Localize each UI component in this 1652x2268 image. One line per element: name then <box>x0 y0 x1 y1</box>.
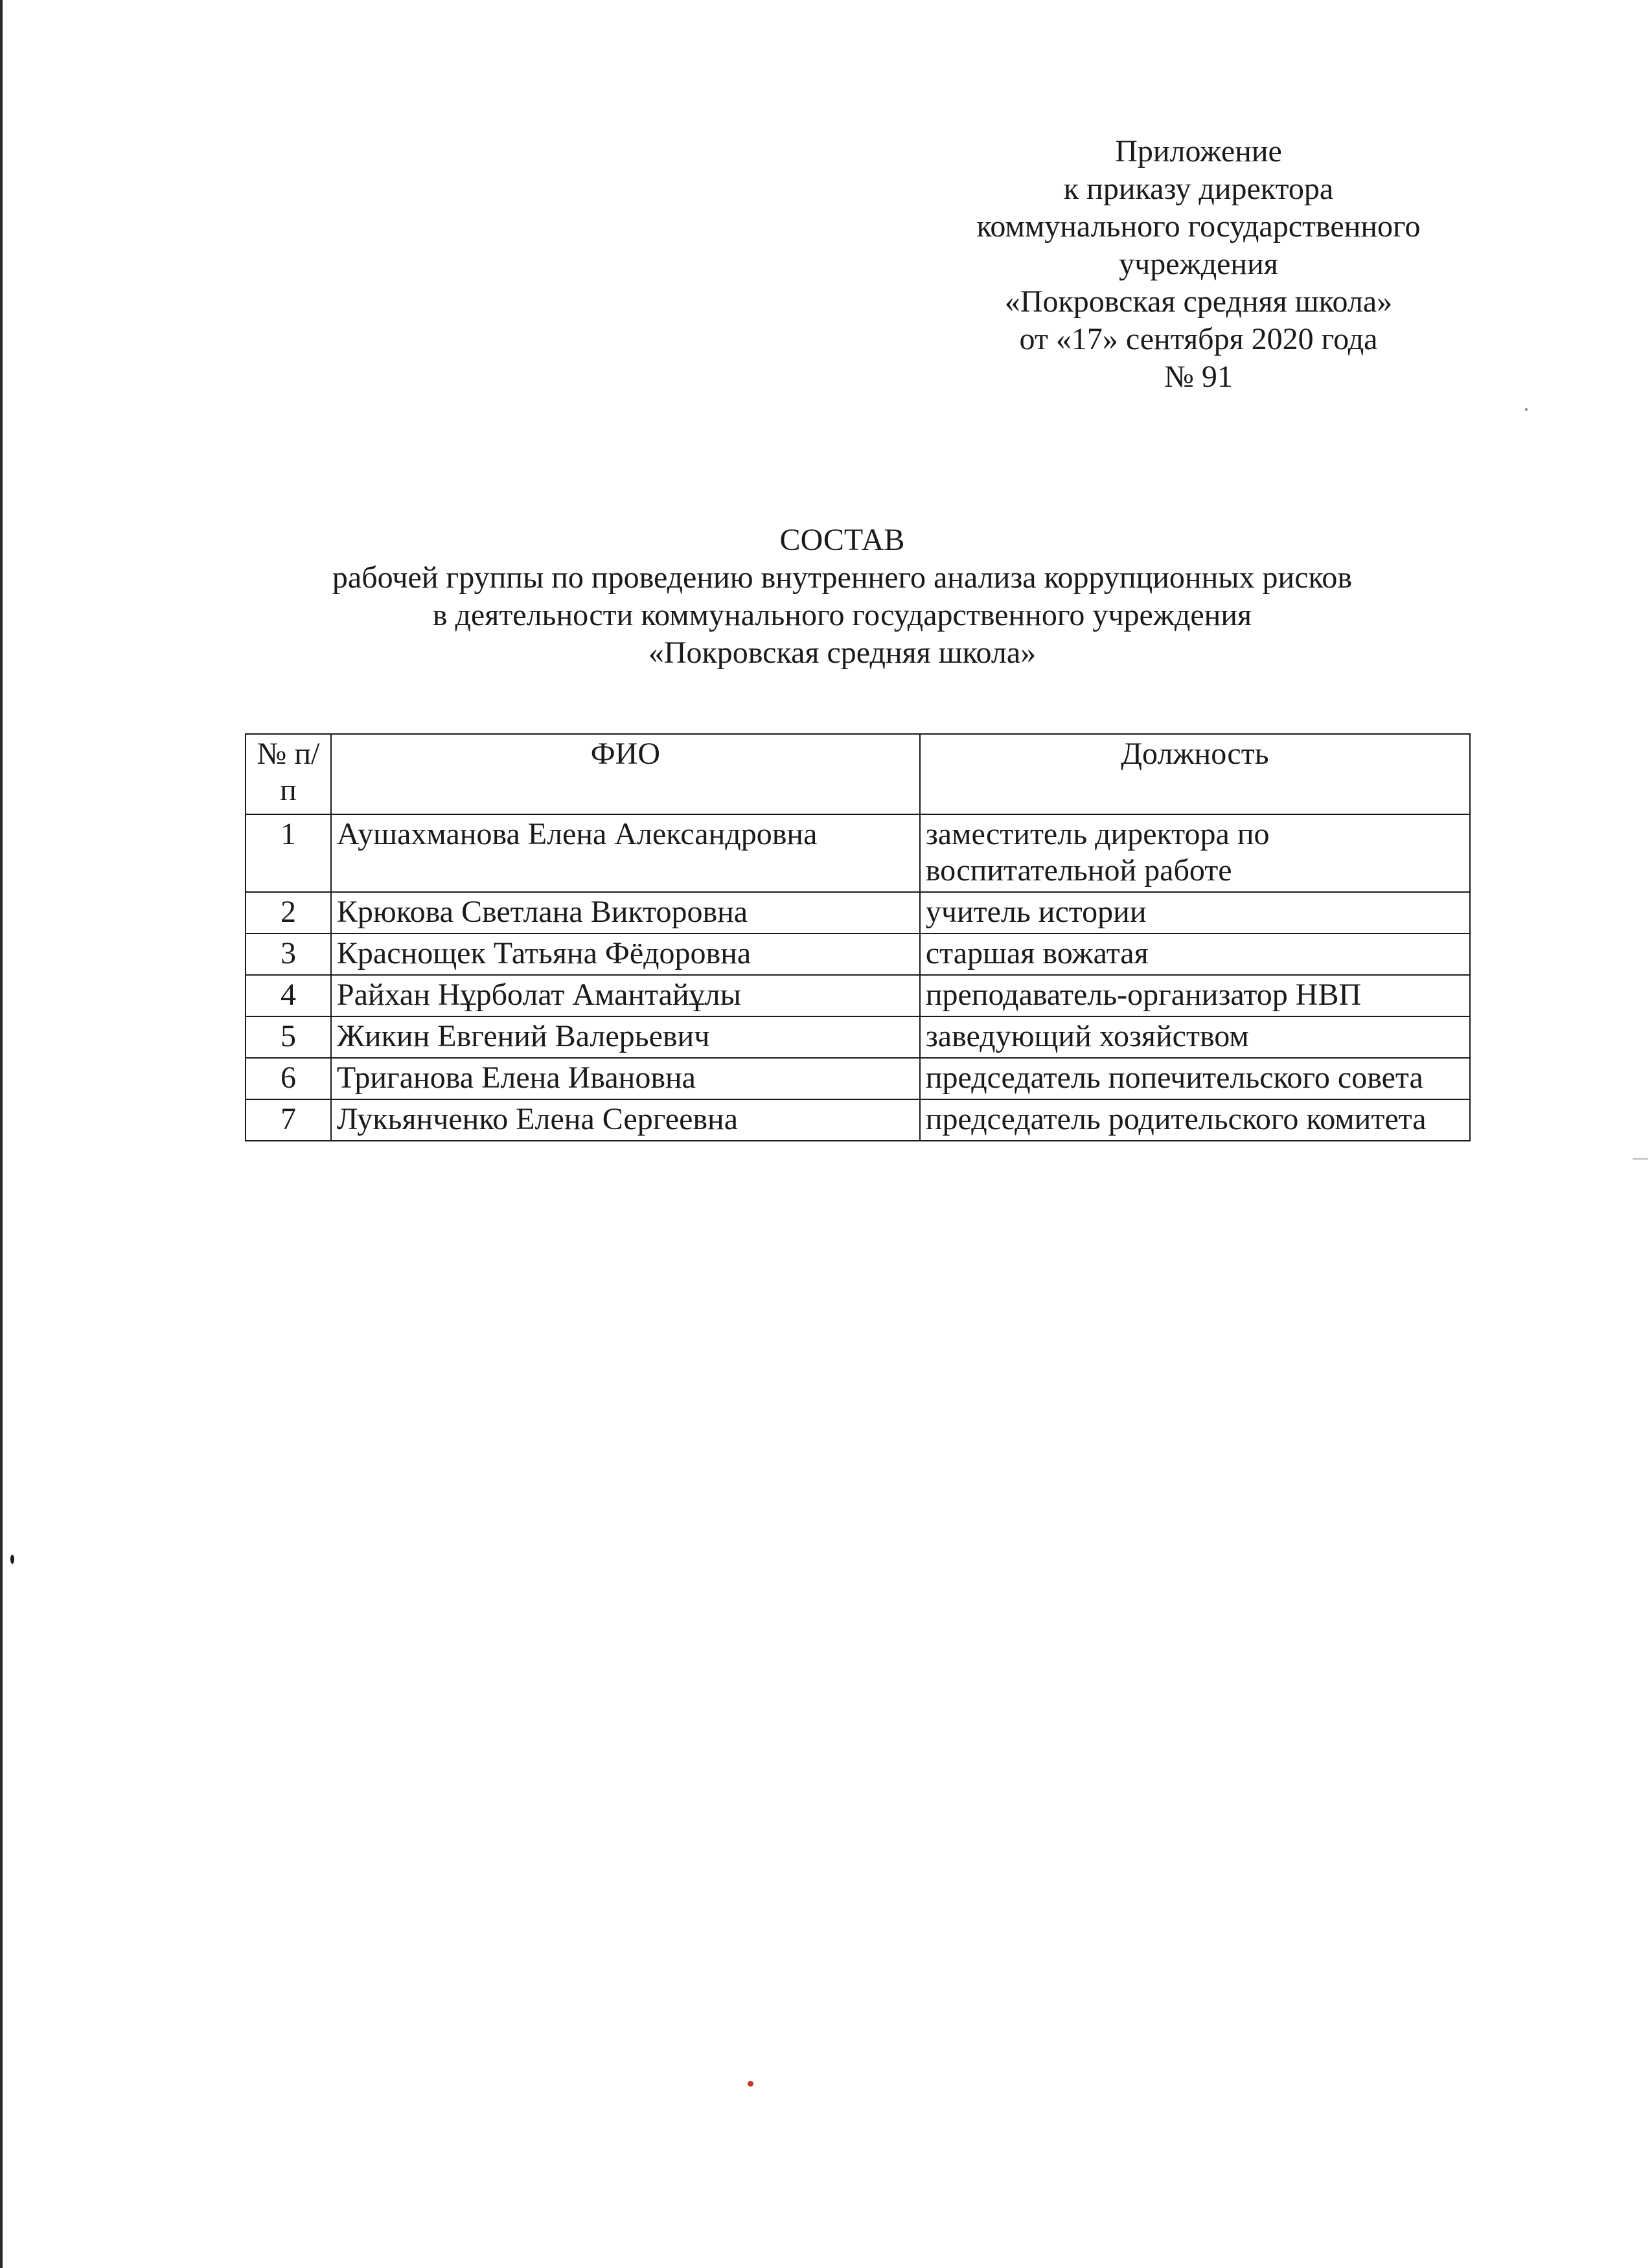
header-num: № п/п <box>246 734 331 814</box>
table-row <box>246 934 1470 975</box>
composition-table <box>245 733 1471 1141</box>
header-position: Должность <box>920 734 1470 814</box>
cell-name: Краснощек Татьяна Фёдоровна <box>331 934 920 975</box>
cell-num: 7 <box>246 1099 331 1141</box>
cell-name: Крюкова Светлана Викторовна <box>331 892 920 934</box>
appendix-line: «Покровская средняя школа» <box>1004 284 1393 319</box>
cell-num: 1 <box>246 814 331 892</box>
appendix-line: № 91 <box>1164 360 1233 394</box>
cell-position: преподаватель-организатор НВП <box>920 975 1470 1016</box>
cell-name: Райхан Нұрболат Амантайұлы <box>331 975 920 1016</box>
appendix-header <box>894 133 1503 396</box>
cell-num: 6 <box>246 1058 331 1099</box>
cell-num: 4 <box>246 975 331 1016</box>
cell-num: 2 <box>246 892 331 934</box>
table-row <box>246 1058 1470 1099</box>
cell-position: учитель истории <box>920 892 1470 934</box>
cell-name: Аушахманова Елена Александровна <box>331 814 920 892</box>
cell-num: 5 <box>246 1016 331 1058</box>
appendix-line: Приложение <box>1115 134 1282 168</box>
appendix-line: от «17» сентября 2020 года <box>1019 322 1378 356</box>
cell-position: председатель родительского комитета <box>920 1099 1470 1141</box>
scan-speck <box>1633 1158 1648 1160</box>
cell-position: председатель попечительского совета <box>920 1058 1470 1099</box>
cell-name: Жикин Евгений Валерьевич <box>331 1016 920 1058</box>
scan-left-edge <box>0 0 3 2268</box>
title-line: рабочей группы по проведению внутреннего анализа коррупционных рисков <box>332 560 1353 595</box>
title-line: «Покровская средняя школа» <box>648 636 1037 670</box>
scan-speck <box>748 2081 753 2087</box>
table-row <box>246 1099 1470 1141</box>
title-heading: СОСТАВ <box>779 523 905 557</box>
table-row <box>246 975 1470 1016</box>
cell-position: заместитель директора по воспитательной работе <box>920 814 1470 892</box>
table-row <box>246 814 1470 892</box>
appendix-line: к приказу директора <box>1063 172 1334 206</box>
table-row <box>246 892 1470 934</box>
cell-position: старшая вожатая <box>920 934 1470 975</box>
title-line: в деятельности коммунального государственного учреждения <box>432 598 1252 632</box>
cell-name: Триганова Елена Ивановна <box>331 1058 920 1099</box>
scan-speck <box>1525 408 1528 411</box>
appendix-line: коммунального государственного <box>976 209 1421 244</box>
table-row <box>246 1016 1470 1058</box>
document-title <box>194 521 1490 672</box>
scan-speck <box>10 1555 14 1564</box>
cell-num: 3 <box>246 934 331 975</box>
table-header-row <box>246 734 1470 814</box>
appendix-line: учреждения <box>1119 247 1278 281</box>
cell-position: заведующий хозяйством <box>920 1016 1470 1058</box>
cell-name: Лукьянченко Елена Сергеевна <box>331 1099 920 1141</box>
header-name: ФИО <box>331 734 920 814</box>
